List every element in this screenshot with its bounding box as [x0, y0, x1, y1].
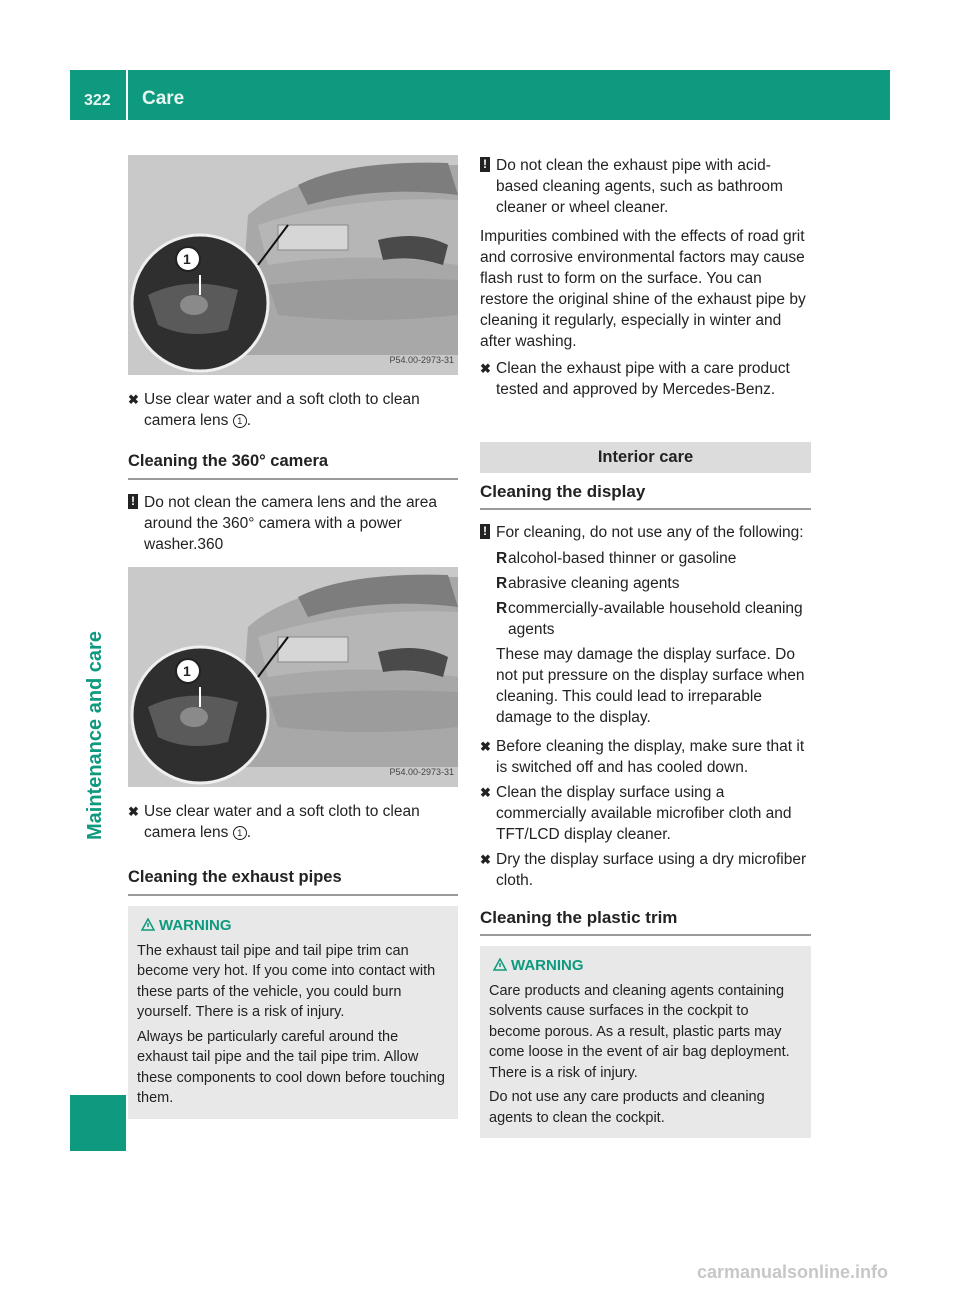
instruction-step: ✖ Dry the display surface using a dry microfiber cloth.: [480, 851, 807, 889]
svg-text:1: 1: [183, 251, 191, 267]
callout-1-icon: 1: [233, 826, 247, 840]
instruction-step: ✖ Use clear water and a soft cloth to clean camera lens 1 .: [128, 803, 420, 841]
warning-heading: WARNING: [137, 916, 449, 937]
instruction-step: ✖ Clean the exhaust pipe with a care product tested and approved by Mercedes-Benz.: [480, 360, 790, 398]
warning-triangle-icon: [141, 918, 155, 931]
step-text: Use clear water and a soft cloth to clean camera lens: [144, 391, 420, 429]
list-item: R abrasive cleaning agents: [496, 575, 680, 592]
instruction-step: ✖ Clean the display surface using a commercially available microfiber cloth and TFT/LCD display cleaner.: [480, 784, 792, 843]
heading-cleaning-display: Cleaning the display: [480, 481, 811, 510]
step-arrow-icon: ✖: [480, 785, 491, 800]
warning-heading: WARNING: [489, 956, 802, 977]
header-divider: [126, 70, 128, 120]
note-display: ! For cleaning, do not use any of the following: R alcohol-based thinner or gasoline R abrasive cleaning agents R commercially-available household cleaning agents These may damage the display surface. Do not put pressure on the display surface when cleaning. This could lead to irreparable damage to the display.: [480, 522, 811, 728]
paragraph-impurities: Impurities combined with the effects of road grit and corrosive environmental factors may cause flash rust to form on the surface. You can restore the original shine of the exhaust pipe by cleaning it regularly, especially in winter and after washing.: [480, 228, 806, 350]
note-360-camera: ! Do not clean the camera lens and the area around the 360° camera with a power washer.360: [128, 492, 458, 555]
bullet-icon: R: [496, 600, 508, 617]
figure-reference: P54.00-2973-31: [389, 767, 454, 777]
list-item: R alcohol-based thinner or gasoline: [496, 550, 737, 567]
caution-icon: !: [480, 157, 490, 172]
warning-text: Care products and cleaning agents containing solvents cause surfaces in the cockpit to become porous. As a result, plastic parts may come loose in the event of air bag deployment. There is a risk of injury.: [489, 982, 790, 1081]
section-title: Care: [142, 88, 185, 109]
caution-icon: !: [480, 524, 490, 539]
footer-watermark: carmanualsonline.info: [696, 1262, 888, 1282]
page-number: 322: [84, 92, 111, 109]
car-rear-illustration: [128, 155, 458, 375]
step-arrow-icon: ✖: [480, 852, 491, 867]
section-banner-interior-care: Interior care: [480, 442, 811, 473]
warning-box-plastic: [480, 946, 811, 1138]
instruction-step: ✖ Use clear water and a soft cloth to clean camera lens 1 .: [128, 391, 420, 429]
heading-360-camera: Cleaning the 360° camera: [128, 451, 458, 480]
header-bar: [70, 70, 890, 120]
car-rear-illustration: [128, 567, 458, 787]
rear-camera-photo-2: [128, 567, 458, 787]
warning-triangle-icon: [493, 958, 507, 971]
list-item: R commercially-available household cleaning agents: [496, 600, 803, 638]
right-column: [480, 155, 811, 1138]
step-arrow-icon: ✖: [480, 361, 491, 376]
bullet-icon: R: [496, 575, 508, 592]
instruction-step: ✖ Before cleaning the display, make sure that it is switched off and has cooled down.: [480, 738, 805, 776]
warning-text: The exhaust tail pipe and tail pipe trim can become very hot. If you come into contact with these parts of the vehicle, you could burn yourself. There is a risk of injury.: [137, 942, 436, 1020]
caution-icon: !: [128, 494, 138, 509]
rear-camera-photo-1: [128, 155, 458, 375]
svg-text:1: 1: [183, 663, 191, 679]
heading-plastic-trim: Cleaning the plastic trim: [480, 907, 811, 936]
step-arrow-icon: ✖: [480, 739, 491, 754]
bullet-icon: R: [496, 550, 508, 567]
warning-text: Do not use any care products and cleaning agents to clean the cockpit.: [489, 1089, 765, 1126]
callout-1-icon: 1: [233, 414, 247, 428]
note-exhaust-cleaning: ! Do not clean the exhaust pipe with acid-based cleaning agents, such as bathroom cleaner or wheel cleaner.: [480, 155, 811, 218]
warning-text: Always be particularly careful around the exhaust tail pipe and the tail pipe trim. Allow these components to cool down before touching them.: [137, 1028, 445, 1106]
figure-reference: P54.00-2973-31: [389, 355, 454, 365]
side-tab-marker: [70, 1095, 126, 1151]
step-text: Use clear water and a soft cloth to clean camera lens: [144, 803, 420, 841]
left-column: [128, 155, 458, 1119]
heading-exhaust-pipes: Cleaning the exhaust pipes: [128, 867, 458, 896]
step-arrow-icon: ✖: [128, 392, 139, 407]
side-tab-label: Maintenance and care: [84, 631, 106, 840]
warning-box-exhaust: [128, 906, 458, 1119]
step-arrow-icon: ✖: [128, 804, 139, 819]
side-tab: [84, 631, 109, 840]
